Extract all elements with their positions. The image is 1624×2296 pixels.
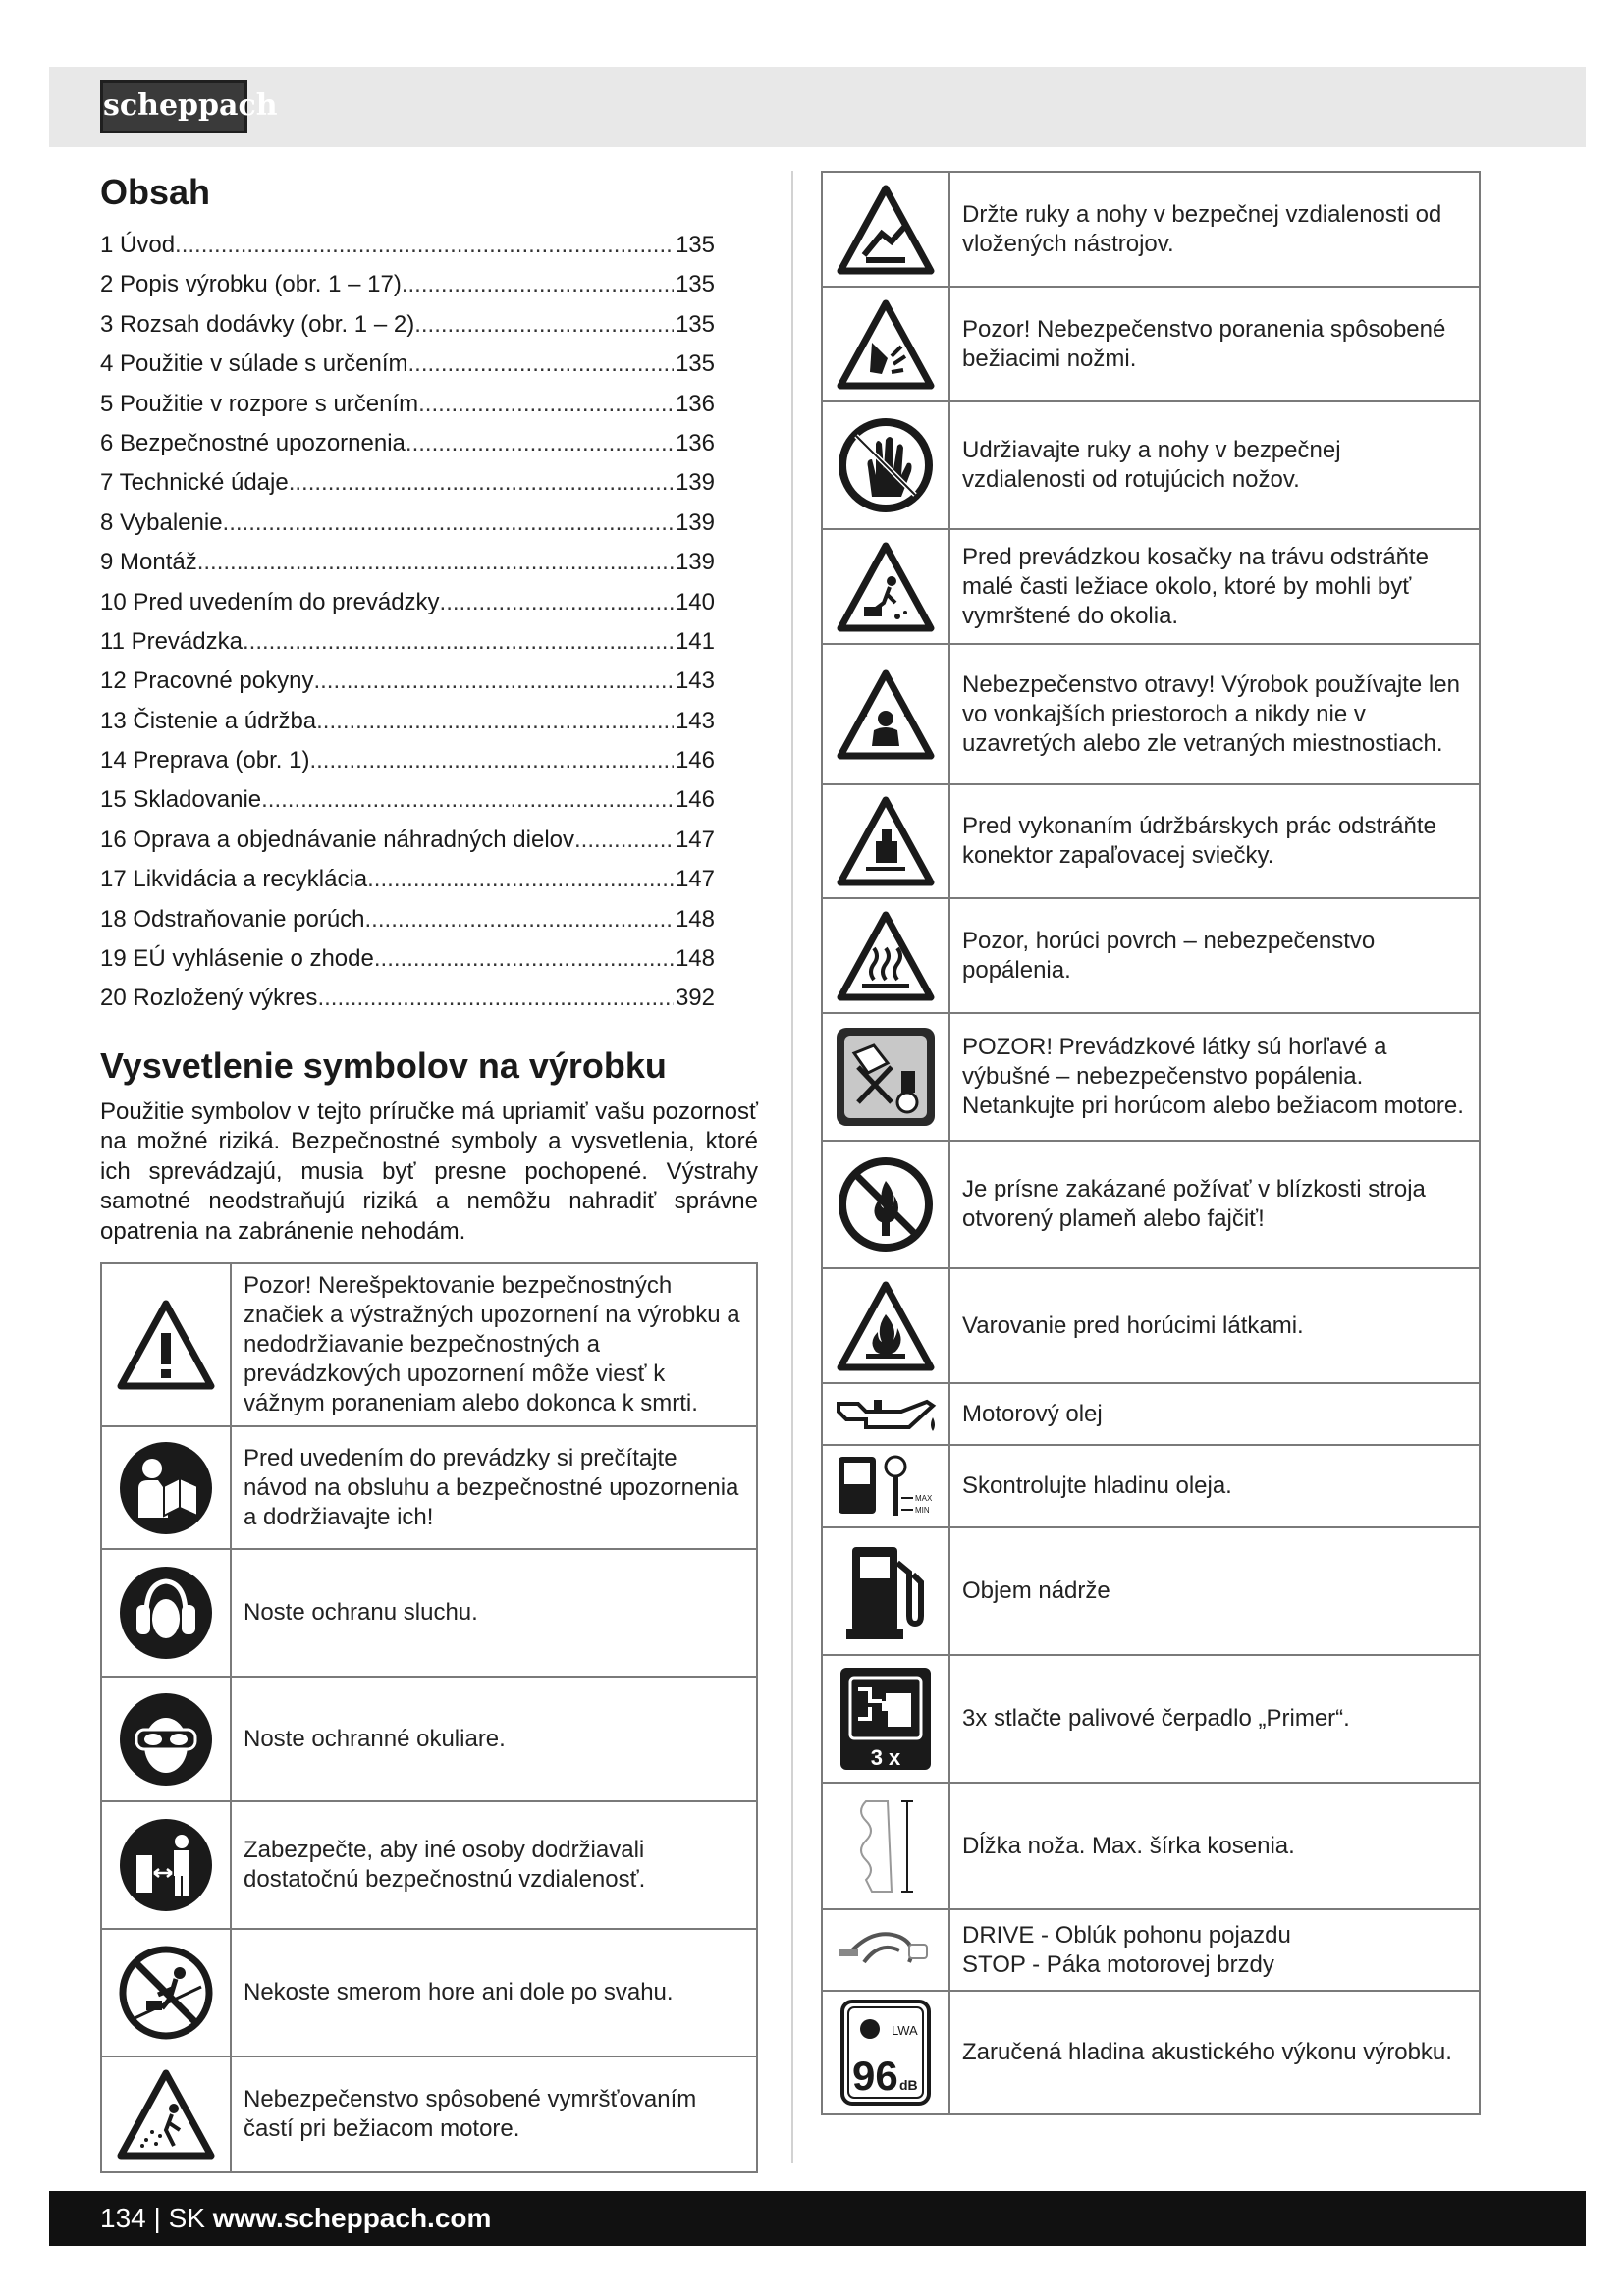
symbol-row <box>101 1549 757 1677</box>
symbol-row <box>822 1013 1480 1141</box>
toc-item-page: 135 <box>675 232 715 258</box>
toc-item-page: 136 <box>675 429 715 456</box>
symbol-text: Pred uvedením do prevádzky si prečítajte návod na obsluhu a bezpečnostné upozornenia a dodržiavajte ich! <box>231 1426 757 1549</box>
symbol-text: Noste ochranné okuliare. <box>231 1677 757 1801</box>
symbol-row <box>822 1909 1480 1991</box>
oil-level-icon <box>822 1445 949 1527</box>
toc-item-page: 143 <box>675 667 715 695</box>
toc-item <box>100 424 715 463</box>
toc-leader-dots <box>374 939 674 979</box>
language-code: SK <box>168 2203 205 2233</box>
toc-item-page: 135 <box>675 310 715 338</box>
symbol-row <box>101 1426 757 1549</box>
toc-item <box>100 583 715 622</box>
toc-item-page: 136 <box>675 390 715 417</box>
toc-item-page: 139 <box>675 549 715 576</box>
toc-leader-dots <box>289 463 674 503</box>
toc-item-label: 16 Oprava a objednávanie náhradných dielov <box>100 826 575 853</box>
toc-item-label: 10 Pred uvedením do prevádzky <box>100 588 440 615</box>
toc-item-page: 392 <box>675 985 715 1012</box>
no-hands-icon <box>822 401 949 529</box>
toc-item-page: 143 <box>675 707 715 734</box>
toc-item-label: 18 Odstraňovanie porúch <box>100 905 365 933</box>
symbol-row <box>101 2056 757 2172</box>
toc-item <box>100 226 715 265</box>
symbol-text: Pozor! Nebezpečenstvo poranenia spôsobené bežiacimi nožmi. <box>949 287 1480 401</box>
symbol-row <box>822 1445 1480 1527</box>
toc-item-label: 4 Použitie v súlade s určením <box>100 350 408 378</box>
symbol-row <box>822 1655 1480 1783</box>
toc-item-label: 13 Čistenie a údržba <box>100 707 317 734</box>
symbol-row <box>101 1677 757 1801</box>
page-footer: 134 | SK www.scheppach.com <box>49 2191 1586 2246</box>
toxic-fumes-warning-icon <box>822 644 949 784</box>
symbol-text: Udržiavajte ruky a nohy v bezpečnej vzdialenosti od rotujúcich nožov. <box>949 401 1480 529</box>
symbol-row <box>822 1527 1480 1655</box>
toc-item <box>100 741 715 780</box>
no-slope-mowing-icon <box>101 1929 231 2056</box>
symbol-text <box>949 1909 1480 1991</box>
primer-icon <box>822 1655 949 1783</box>
toc-leader-dots <box>440 583 674 622</box>
symbol-text: Nebezpečenstvo otravy! Výrobok používajte len vo vonkajších priestoroch a nikdy nie v uzavretých alebo zle vetraných miestnostiach. <box>949 644 1480 784</box>
toc-item-page: 146 <box>675 747 715 774</box>
symbol-text: Nekoste smerom hore ani dole po svahu. <box>231 1929 757 2056</box>
toc-item-label: 3 Rozsah dodávky (obr. 1 – 2) <box>100 310 415 338</box>
symbol-text: Nebezpečenstvo spôsobené vymršťovaním častí pri bežiacom motore. <box>231 2056 757 2172</box>
toc-item <box>100 860 715 899</box>
sound-value: 96 <box>852 2053 898 2099</box>
symbol-row <box>822 1991 1480 2114</box>
toc-leader-dots <box>243 622 674 662</box>
symbol-text: Noste ochranu sluchu. <box>231 1549 757 1677</box>
symbols-title: Vysvetlenie symbolov na výrobku <box>100 1044 667 1086</box>
toc-item <box>100 780 715 820</box>
toc-leader-dots <box>316 702 674 741</box>
toc-item-label: 17 Likvidácia a recyklácia <box>100 866 368 893</box>
toc-item <box>100 543 715 582</box>
toc-leader-dots <box>317 979 674 1018</box>
toc-item-page: 140 <box>675 588 715 615</box>
symbol-text: Motorový olej <box>949 1383 1480 1445</box>
toc-item <box>100 900 715 939</box>
symbol-text: Je prísne zakázané požívať v blízkosti stroja otvorený plameň alebo fajčiť! <box>949 1141 1480 1268</box>
toc-item-label: 14 Preprava (obr. 1) <box>100 747 310 774</box>
fuel-pump-icon <box>822 1527 949 1655</box>
symbol-text: 3x stlačte palivové čerpadlo „Primer“. <box>949 1655 1480 1783</box>
sound-power-icon <box>822 1991 949 2114</box>
toc-item-page: 135 <box>675 350 715 378</box>
toc-item-label: 19 EÚ vyhlásenie o zhode <box>100 945 374 973</box>
hearing-protection-icon <box>101 1549 231 1677</box>
left-column <box>100 167 764 2173</box>
toc-item-page: 147 <box>675 826 715 853</box>
right-symbol-table <box>821 171 1481 2115</box>
symbol-row <box>822 1783 1480 1909</box>
right-column <box>821 171 1481 2115</box>
symbol-text: Varovanie pred horúcimi látkami. <box>949 1268 1480 1383</box>
sound-unit: dB <box>899 2077 918 2093</box>
toc-item-label: 15 Skladovanie <box>100 786 262 814</box>
hot-surface-warning-icon <box>822 898 949 1013</box>
toc-item <box>100 385 715 424</box>
symbol-row <box>101 1929 757 2056</box>
page-header <box>49 67 1586 147</box>
toc-item-label: 1 Úvod <box>100 232 176 258</box>
toc-item <box>100 463 715 503</box>
toc-item-label: 2 Popis výrobku (obr. 1 – 17) <box>100 271 402 298</box>
toc-item-page: 141 <box>675 627 715 655</box>
toc-leader-dots <box>574 821 674 860</box>
toc-leader-dots <box>223 504 674 543</box>
symbol-row <box>822 529 1480 644</box>
oil-can-icon <box>822 1383 949 1445</box>
toc-item <box>100 504 715 543</box>
flying-debris-warning-icon <box>101 2056 231 2172</box>
hands-feet-blade-warning-icon <box>822 172 949 287</box>
toc-leader-dots <box>402 265 674 304</box>
toc-leader-dots <box>313 662 673 701</box>
toc-leader-dots <box>261 780 674 820</box>
symbol-text: Zabezpečte, aby iné osoby dodržiavali dostatočnú bezpečnostnú vzdialenosť. <box>231 1801 757 1929</box>
toc-item-label: 8 Vybalenie <box>100 508 223 536</box>
lwa-label: LWA <box>892 2023 918 2038</box>
symbol-row <box>822 1383 1480 1445</box>
page-number: 134 <box>100 2203 146 2233</box>
toc-leader-dots <box>197 543 674 582</box>
symbol-row <box>101 1263 757 1426</box>
oil-max-label: MAX <box>915 1494 933 1503</box>
symbols-intro: Použitie symbolov v tejto príručke má upriamiť vašu pozornosť na možné riziká. Bezpečnostné symboly a vysvetlenia, ktoré ich sprevádzajú, musia byť presne pochopené. Výstrahy samotné neodstraňujú riziká a nemôžu nahradiť správne opatrenia na zabránenie nehodám. <box>100 1097 758 1245</box>
spark-plug-warning-icon <box>822 784 949 898</box>
toc-item <box>100 821 715 860</box>
remove-objects-warning-icon <box>822 529 949 644</box>
primer-badge: 3 x <box>870 1745 901 1770</box>
toc-leader-dots <box>309 741 674 780</box>
symbol-row <box>822 784 1480 898</box>
symbol-text: Pozor, horúci povrch – nebezpečenstvo popálenia. <box>949 898 1480 1013</box>
symbol-row <box>822 172 1480 287</box>
toc-item <box>100 939 715 979</box>
read-manual-icon <box>101 1426 231 1549</box>
symbol-row <box>822 644 1480 784</box>
symbol-row <box>822 898 1480 1013</box>
toc-item-page: 147 <box>675 866 715 893</box>
toc-leader-dots <box>406 424 674 463</box>
symbol-text: Pred prevádzkou kosačky na trávu odstráňte malé časti ležiace okolo, ktoré by mohli byť vymrštené do okolia. <box>949 529 1480 644</box>
toc-item-page: 148 <box>675 905 715 933</box>
symbol-text: POZOR! Prevádzkové látky sú horľavé a výbušné – nebezpečenstvo popálenia. Netankujte pri horúcom alebo bežiacom motore. <box>949 1013 1480 1141</box>
toc-item-label: 9 Montáž <box>100 549 197 576</box>
table-of-contents <box>100 226 764 1019</box>
toc-leader-dots <box>408 345 674 384</box>
toc-leader-dots <box>175 226 674 265</box>
toc-item <box>100 662 715 701</box>
symbol-text: Pred vykonaním údržbárskych prác odstráňte konektor zapaľovacej sviečky. <box>949 784 1480 898</box>
symbol-text: Držte ruky a nohy v bezpečnej vzdialenosti od vložených nástrojov. <box>949 172 1480 287</box>
no-refuel-running-icon <box>822 1013 949 1141</box>
oil-min-label: MIN <box>915 1506 930 1515</box>
symbol-text: Skontrolujte hladinu oleja. <box>949 1445 1480 1527</box>
toc-item-label: 7 Technické údaje <box>100 469 289 497</box>
symbol-row <box>822 287 1480 401</box>
toc-item-page: 146 <box>675 786 715 814</box>
left-symbol-table <box>100 1262 758 2173</box>
toc-item-label: 11 Prevádzka <box>100 627 243 655</box>
drive-label: DRIVE - Oblúk pohonu pojazdu <box>962 1921 1291 1949</box>
blade-length-icon <box>822 1783 949 1909</box>
drive-stop-lever-icon <box>822 1909 949 1991</box>
column-divider <box>791 171 793 2163</box>
toc-item-label: 12 Pracovné pokyny <box>100 667 314 695</box>
symbol-text: Dĺžka noža. Max. šírka kosenia. <box>949 1783 1480 1909</box>
toc-leader-dots <box>418 385 674 424</box>
toc-item <box>100 305 715 345</box>
flammable-warning-icon <box>822 1268 949 1383</box>
symbol-row <box>822 401 1480 529</box>
toc-item <box>100 979 715 1018</box>
toc-item-page: 135 <box>675 271 715 298</box>
toc-item <box>100 702 715 741</box>
toc-item <box>100 265 715 304</box>
toc-item <box>100 622 715 662</box>
toc-item-label: 6 Bezpečnostné upozornenia <box>100 429 406 456</box>
stop-label: STOP - Páka motorovej brzdy <box>962 1950 1274 1978</box>
general-warning-icon <box>101 1263 231 1426</box>
symbol-text: Zaručená hladina akustického výkonu výrobku. <box>949 1991 1480 2114</box>
toc-item <box>100 345 715 384</box>
toc-item-page: 139 <box>675 469 715 497</box>
toc-leader-dots <box>367 860 674 899</box>
cutting-hand-warning-icon <box>822 287 949 401</box>
toc-leader-dots <box>365 900 674 939</box>
symbol-text: Objem nádrže <box>949 1527 1480 1655</box>
toc-leader-dots <box>414 305 674 345</box>
keep-distance-icon <box>101 1801 231 1929</box>
toc-item-label: 5 Použitie v rozpore s určením <box>100 390 419 417</box>
toc-item-page: 139 <box>675 508 715 536</box>
toc-title: Obsah <box>100 172 211 212</box>
scheppach-logo: scheppach <box>100 80 247 133</box>
no-open-flame-icon <box>822 1141 949 1268</box>
toc-item-page: 148 <box>675 945 715 973</box>
symbol-row <box>822 1268 1480 1383</box>
website-link[interactable]: www.scheppach.com <box>212 2203 492 2233</box>
symbol-row <box>822 1141 1480 1268</box>
safety-goggles-icon <box>101 1677 231 1801</box>
symbol-text: Pozor! Nerešpektovanie bezpečnostných značiek a výstražných upozornení na výrobku a nedodržiavanie bezpečnostných a prevádzkových upozornení môže viesť k vážnym poraneniam alebo dokonca k smrti. <box>231 1263 757 1426</box>
toc-item-label: 20 Rozložený výkres <box>100 985 318 1012</box>
symbol-row <box>101 1801 757 1929</box>
